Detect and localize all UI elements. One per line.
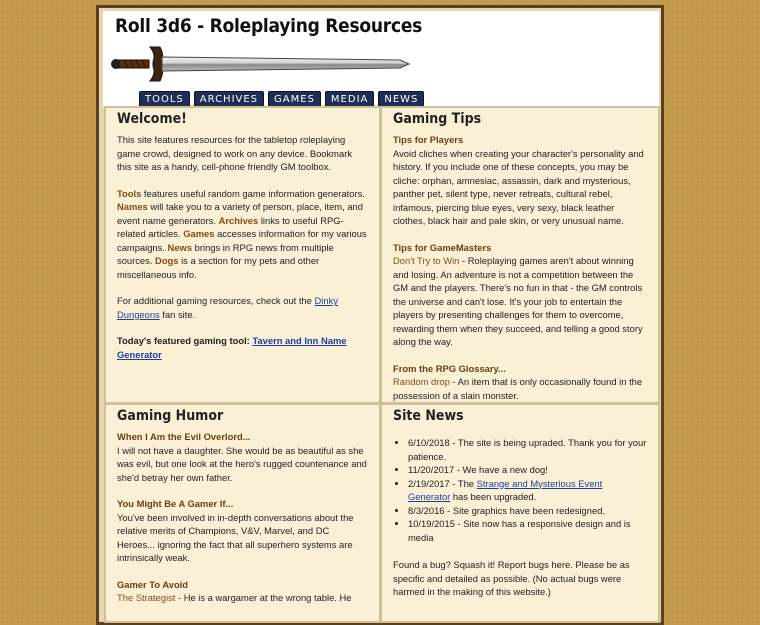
link-archives[interactable]: Archives — [218, 214, 259, 226]
tips-gm-text: Don't Try to Win - Roleplaying games aren't about winning and losing. An adventure is not a competition between the GM and the players. There's no fun in that - the GM controls the universe and can't lose. It's your job to entertain the players by presenting challenges for them to overcome, rewarding them when they succeed, and telling a good story along the way. — [393, 255, 643, 347]
link-dogs[interactable]: Dogs — [155, 255, 179, 266]
humor-heading-avoid: Gamer To Avoid — [117, 578, 189, 590]
link-dinky-dungeons[interactable]: Dinky Dungeons — [117, 295, 338, 320]
bug-report-text: Found a bug? Squash it! Report bugs here. Please be as specific and detailed as possible. (No actual bugs were harmed in the making of this website.) — [393, 559, 630, 597]
additional-resources: For additional gaming resources, check out the Dinky Dungeons fan site. — [117, 295, 338, 320]
glossary-text: Random drop - An item that is only occasionally found in the possession of a slain monster. — [393, 376, 643, 401]
link-news[interactable]: News — [167, 241, 193, 253]
page-frame — [96, 5, 664, 625]
link-games[interactable]: Games — [183, 228, 215, 239]
nav-media[interactable]: MEDIA — [325, 91, 374, 108]
humor-title: Gaming Humor — [117, 408, 224, 424]
humor-text-avoid: The Strategist - He is a wargamer at the wrong table. He — [117, 592, 352, 603]
link-strategist[interactable]: The Strategist — [117, 592, 176, 603]
nav-games[interactable]: GAMES — [268, 91, 321, 108]
link-tools[interactable]: Tools — [117, 187, 142, 199]
gaming-humor-panel — [104, 403, 381, 623]
news-item: • 11/20/2017 - We have a new dog! — [408, 463, 647, 477]
link-gm-tip[interactable]: Don't Try to Win — [393, 255, 460, 266]
glossary-heading: From the RPG Glossary... — [393, 362, 506, 374]
welcome-intro: This site features resources for the tabletop roleplaying game crowd, designed to work on any device. Bookmark this site as a handy, cell-phone friendly GM toolbox. — [117, 134, 353, 172]
site-header — [103, 11, 659, 107]
gaming-tips-panel — [380, 106, 660, 404]
tips-gm-heading: Tips for GameMasters — [393, 241, 492, 253]
humor-heading-gamer-if: You Might Be A Gamer If... — [117, 498, 234, 509]
sword-logo-icon — [110, 42, 410, 86]
humor-text-gamer-if: You've been involved in in-depth conversations about the relative merits of Champions, V&V, Marvel, and DC Heroes... ignoring the fact that all superhero systems are intrinsically weak. — [117, 511, 354, 563]
link-names[interactable]: Names — [117, 201, 148, 212]
tips-players-heading: Tips for Players — [393, 134, 464, 145]
site-title[interactable]: Roll 3d6 - Roleplaying Resources — [115, 15, 423, 37]
nav-news[interactable]: NEWS — [378, 91, 424, 108]
tips-players-text: Avoid cliches when creating your character's personality and history. If you include one of these concepts, you may be cliche: orphan, amnesiac, assassin, dark and mysterious, panther pet, silent type, never retreats, cultural rebel, infamous, piercing blue eyes, very sexy, black leather clothes, black hair and pale skin, or very unusual name. — [393, 147, 644, 226]
featured-tool: Today's featured gaming tool: Tavern and Inn Name Generator — [117, 335, 347, 360]
link-featured-tool[interactable]: Tavern and Inn Name Generator — [117, 335, 347, 360]
welcome-panel — [104, 106, 381, 404]
news-item: • 2/19/2017 - The Strange and Mysterious Event Generator has been upgraded. — [408, 477, 647, 504]
news-title: Site News — [393, 408, 464, 424]
welcome-title: Welcome! — [117, 111, 187, 127]
news-item: • 10/19/2015 - Site now has a responsive design and is media — [408, 517, 647, 544]
nav-tools[interactable]: TOOLS — [139, 91, 190, 108]
humor-heading-overlord: When I Am the Evil Overlord... — [117, 431, 251, 442]
nav-archives[interactable]: ARCHIVES — [194, 91, 264, 108]
site-news-panel — [380, 403, 660, 623]
link-event-generator[interactable]: Strange and Mysterious Event Generator — [408, 477, 603, 502]
news-list — [393, 436, 647, 544]
humor-text-overlord: I will not have a daughter. She would be as beautiful as she was evil, but one look at the hero's rugged countenance and she'd betray her own father. — [117, 444, 367, 483]
link-glossary-term[interactable]: Random drop — [393, 376, 450, 387]
tips-title: Gaming Tips — [393, 111, 482, 127]
news-item: • 8/3/2016 - Site graphics have been redesigned. — [408, 504, 647, 518]
section-descriptions: Tools features useful random game information generators. Names will take you to a variety of person, place, item, and event name generators. Archives links to useful RPG-related articles. Games accesses information for my various campaigns. News brings in RPG news from multiple sources. Dogs is a section for my pets and other miscellaneous info. — [117, 187, 367, 280]
news-item: • 6/10/2018 - The site is being upraded. Thank you for your patience. — [408, 436, 647, 463]
